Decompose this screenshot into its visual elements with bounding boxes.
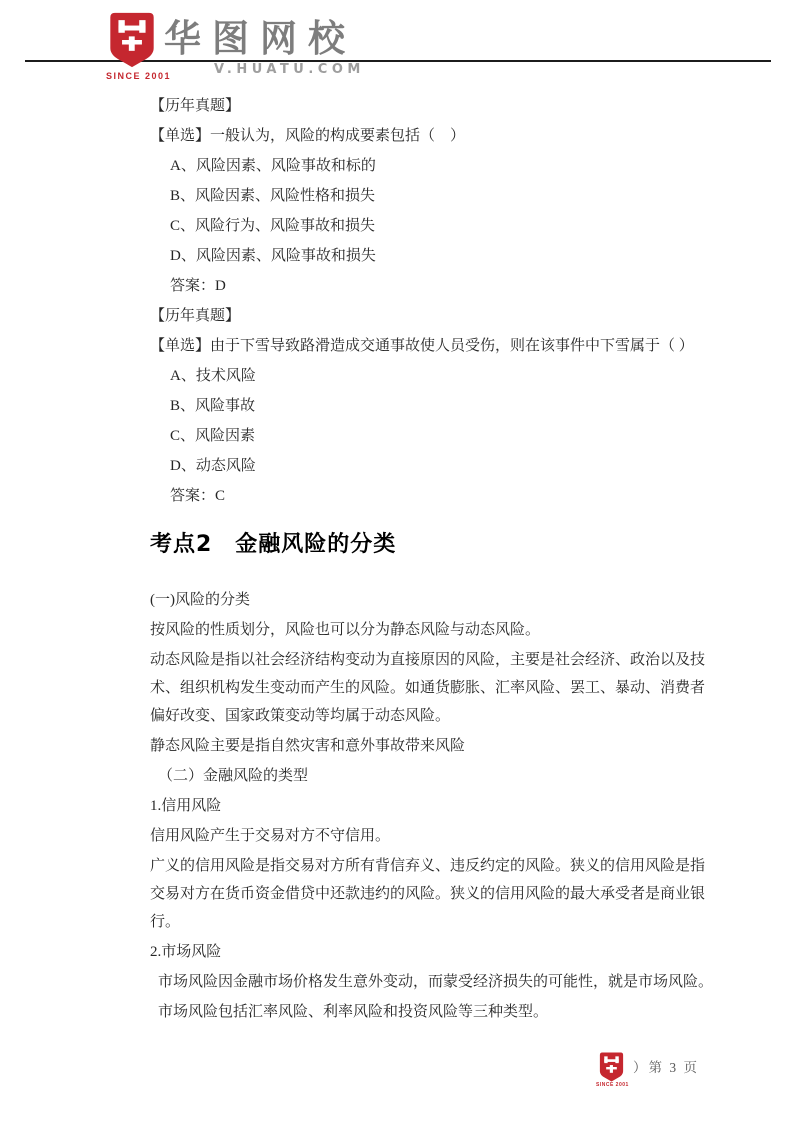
brand-text xyxy=(164,17,365,77)
question-stem: 【单选】由于下雪导致路滑造成交通事故使人员受伤，则在该事件中下雪属于（ ） xyxy=(150,338,694,354)
paragraph: 市场风险包括汇率风险、利率风险和投资风险等三种类型。 xyxy=(158,1004,549,1020)
page-footer xyxy=(596,1052,699,1088)
paragraph: 广义的信用风险是指交易对方所有背信弃义、违反约定的风险。狭义的信用风险是指交易对方在货币资金借贷中还款违约的风险。狭义的信用风险的最大承受者是商业银行。 xyxy=(150,858,706,930)
paragraph: 静态风险主要是指自然灾害和意外事故带来风险 xyxy=(150,738,466,754)
option-b: B、风险因素、风险性格和损失 xyxy=(170,188,376,204)
brand-name: 华图网校 xyxy=(164,17,356,60)
answer: 答案：D xyxy=(170,278,226,294)
question-block-2 xyxy=(150,302,718,510)
paragraph: 2.市场风险 xyxy=(150,944,222,960)
footer-logo xyxy=(596,1052,629,1088)
answer: 答案：C xyxy=(170,488,226,504)
document-content xyxy=(150,92,718,1028)
option-c: C、风险行为、风险事故和损失 xyxy=(170,218,376,234)
question-stem: 【单选】一般认为，风险的构成要素包括（ ） xyxy=(150,128,466,144)
huatu-logo-icon-small xyxy=(598,1052,625,1082)
option-a: A、风险因素、风险事故和标的 xyxy=(170,158,376,174)
brand-logo xyxy=(106,12,172,81)
page-number: ）第 3 页 xyxy=(633,1060,699,1075)
logo-since-text: SINCE 2001 xyxy=(106,71,172,81)
question-block-1 xyxy=(150,92,718,300)
paragraph: 动态风险是指以社会经济结构变动为直接原因的风险，主要是社会经济、政治以及技术、组织机构发生变动而产生的风险。如通货膨胀、汇率风险、罢工、暴动、消费者偏好改变、国家政策变动等均属于动态风险。 xyxy=(150,652,706,724)
option-d: D、风险因素、风险事故和损失 xyxy=(170,248,376,264)
paragraph: （二）金融风险的类型 xyxy=(158,768,309,784)
option-b: B、风险事故 xyxy=(170,398,256,414)
paragraph: 市场风险因金融市场价格发生意外变动，而蒙受经济损失的可能性，就是市场风险。 xyxy=(158,974,714,990)
option-a: A、技术风险 xyxy=(170,368,256,384)
paragraph: 按风险的性质划分，风险也可以分为静态风险与动态风险。 xyxy=(150,622,541,638)
paragraph: (一)风险的分类 xyxy=(150,592,250,608)
section-title: 考点2 金融风险的分类 xyxy=(150,532,397,557)
exam-tag: 【历年真题】 xyxy=(150,308,241,324)
paragraph: 1.信用风险 xyxy=(150,798,222,814)
brand-domain: V.HUATU.COM xyxy=(214,62,365,77)
exam-tag: 【历年真题】 xyxy=(150,98,241,114)
option-c: C、风险因素 xyxy=(170,428,256,444)
huatu-logo-icon xyxy=(108,12,156,68)
paragraph: 信用风险产生于交易对方不守信用。 xyxy=(150,828,391,844)
option-d: D、动态风险 xyxy=(170,458,256,474)
footer-logo-since-text: SINCE 2001 xyxy=(596,1082,629,1088)
